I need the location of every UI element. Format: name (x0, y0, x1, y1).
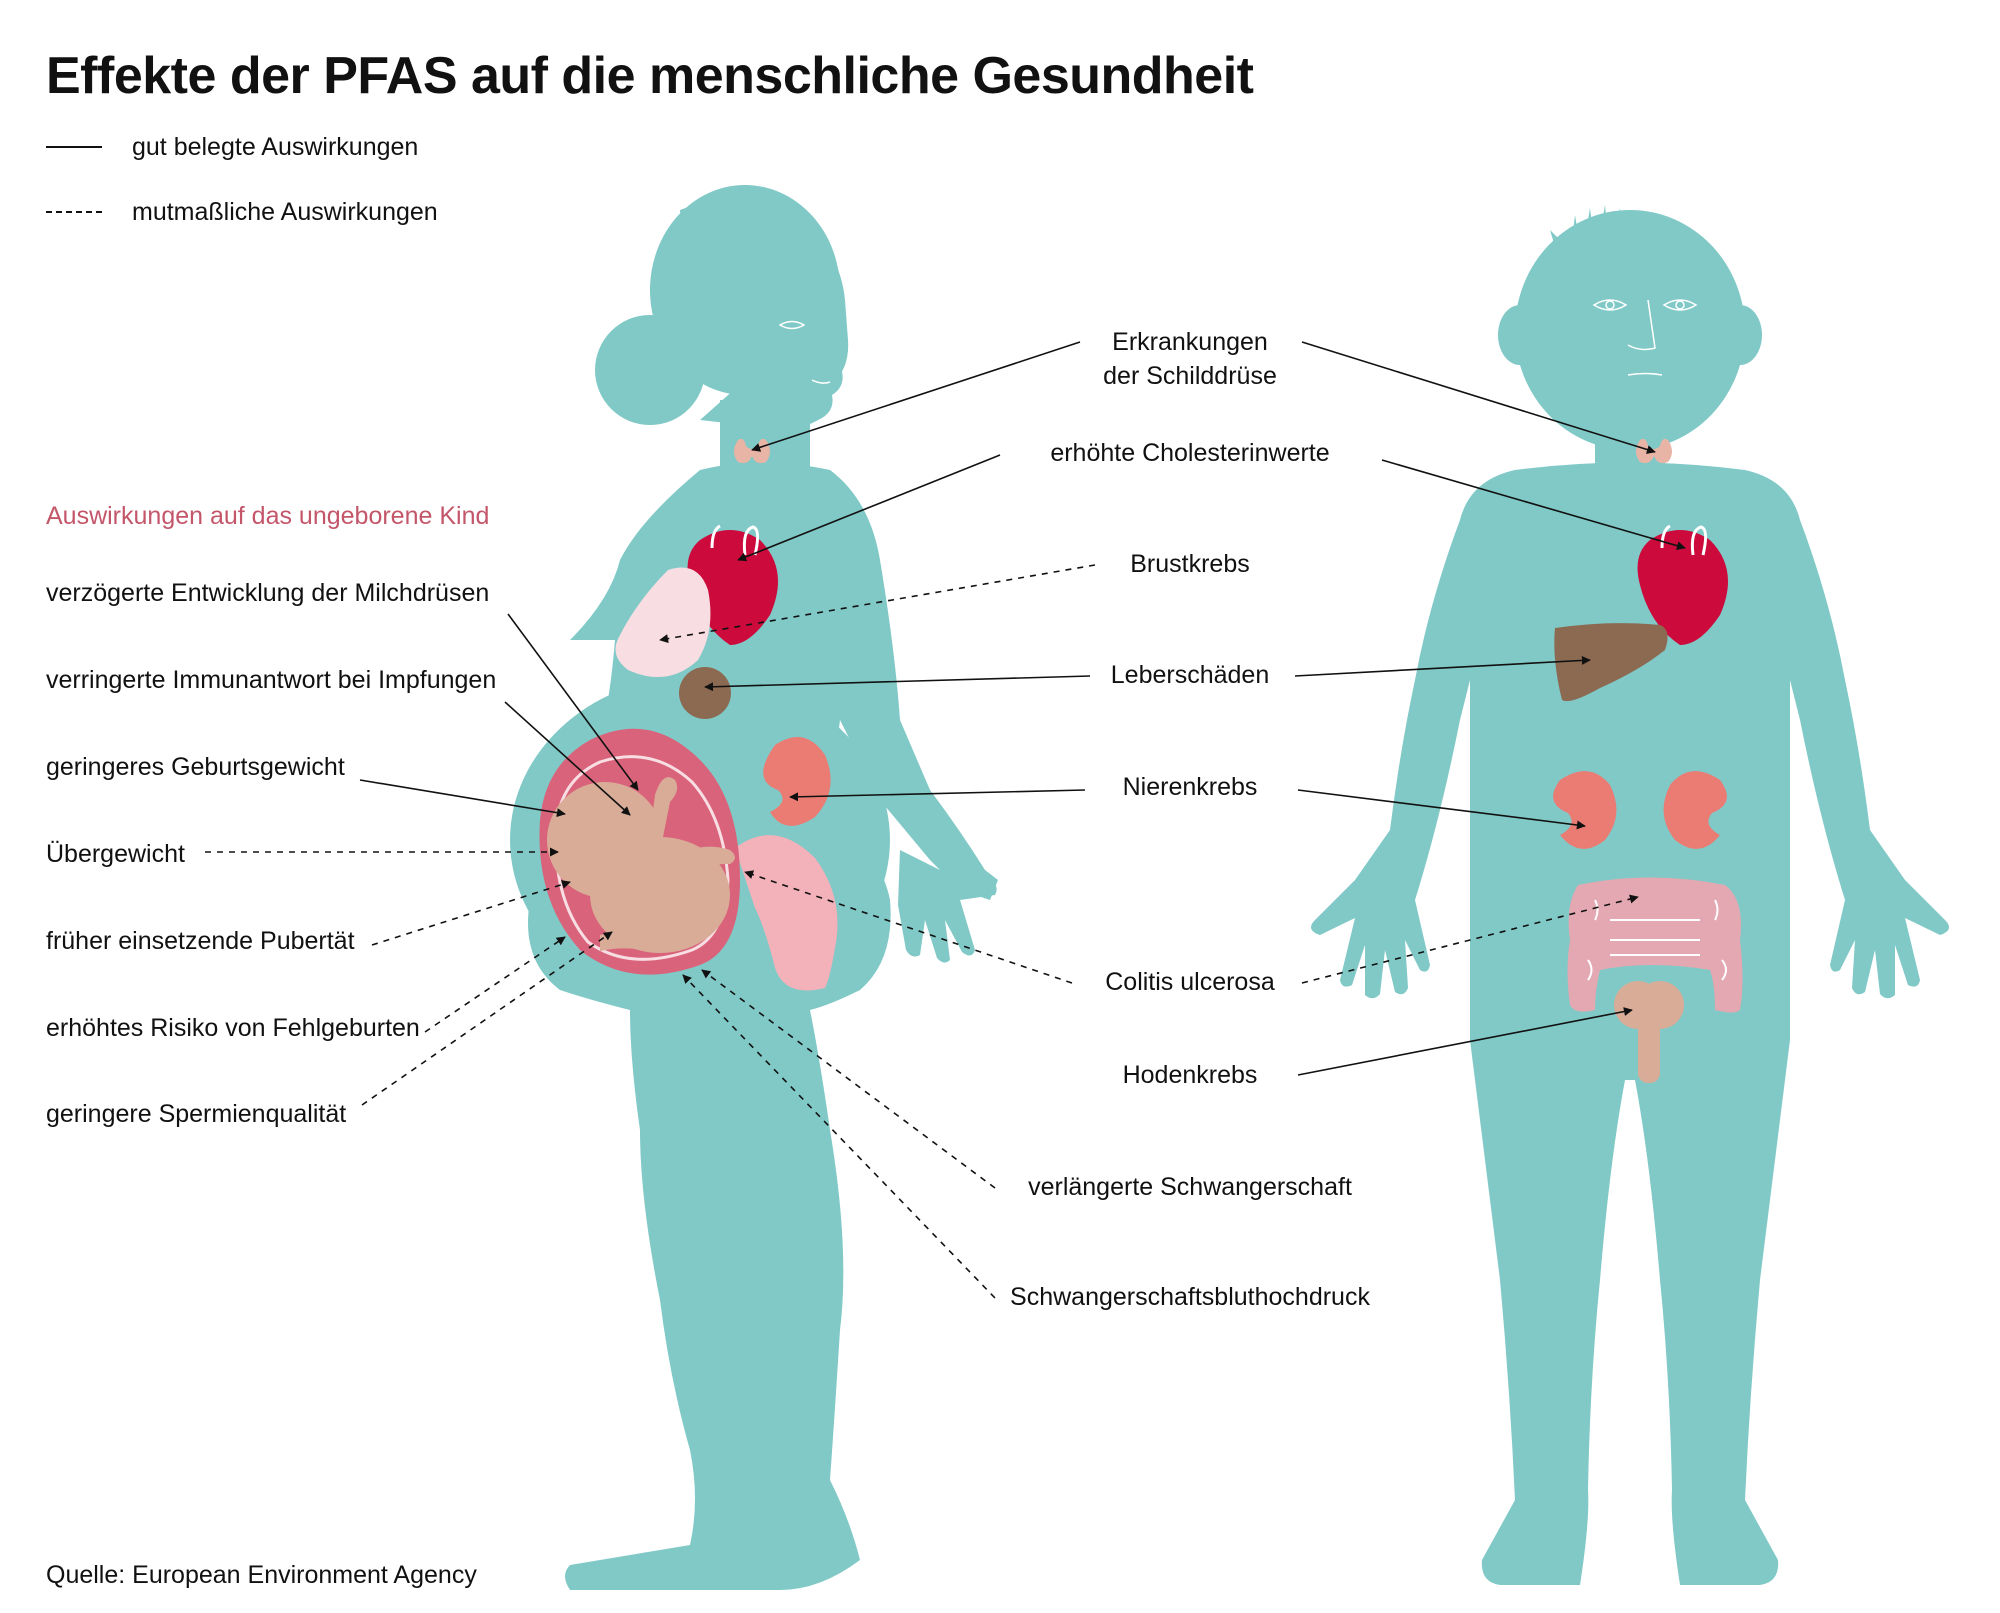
fetal-effect-label: früher einsetzende Pubertät (46, 927, 355, 955)
legend-solid-line-icon (46, 146, 102, 148)
source-note: Quelle: European Environment Agency (46, 1561, 477, 1589)
adult-effect-label-line: der Schilddrüse (1103, 362, 1277, 390)
fetal-effect-label: verringerte Immunantwort bei Impfungen (46, 666, 497, 694)
fetal-effect-label: geringere Spermienqualität (46, 1100, 347, 1128)
adult-effect-label: Nierenkrebs (1122, 773, 1258, 801)
fetal-effect-label: erhöhtes Risiko von Fehlgeburten (46, 1014, 420, 1042)
adult-effect-label: Colitis ulcerosa (1105, 968, 1275, 996)
legend-dashed-label: mutmaßliche Auswirkungen (132, 197, 438, 226)
fetal-effect-label: verzögerte Entwicklung der Milchdrüsen (46, 579, 490, 607)
adult-effect-label-thyroid (1040, 325, 1340, 393)
adult-effect-label: Hodenkrebs (1122, 1061, 1258, 1089)
boy-kidney-left (1553, 771, 1616, 849)
adult-effect-label: Brustkrebs (1130, 550, 1250, 578)
boy-kidney-right (1664, 771, 1727, 849)
legend-solid-label: gut belegte Auswirkungen (132, 132, 419, 161)
adult-effect-label: erhöhte Cholesterinwerte (1050, 439, 1330, 467)
adult-effect-label: verlängerte Schwangerschaft (1028, 1173, 1352, 1201)
legend-dashed (46, 195, 438, 229)
fetal-effect-label: geringeres Geburtsgewicht (46, 753, 345, 781)
adult-effect-label: Leberschäden (1110, 661, 1270, 689)
legend-dashed-line-icon (46, 211, 102, 213)
adult-effect-label-line: Erkrankungen (1112, 328, 1268, 356)
woman-liver (679, 667, 731, 719)
page-title: Effekte der PFAS auf die menschliche Gesundheit (46, 47, 1254, 105)
fetal-effect-label: Übergewicht (46, 840, 185, 868)
fetal-effects-heading: Auswirkungen auf das ungeborene Kind (46, 502, 490, 530)
adult-effect-label: Schwangerschaftsbluthochdruck (1010, 1283, 1370, 1311)
legend-solid (46, 130, 418, 164)
